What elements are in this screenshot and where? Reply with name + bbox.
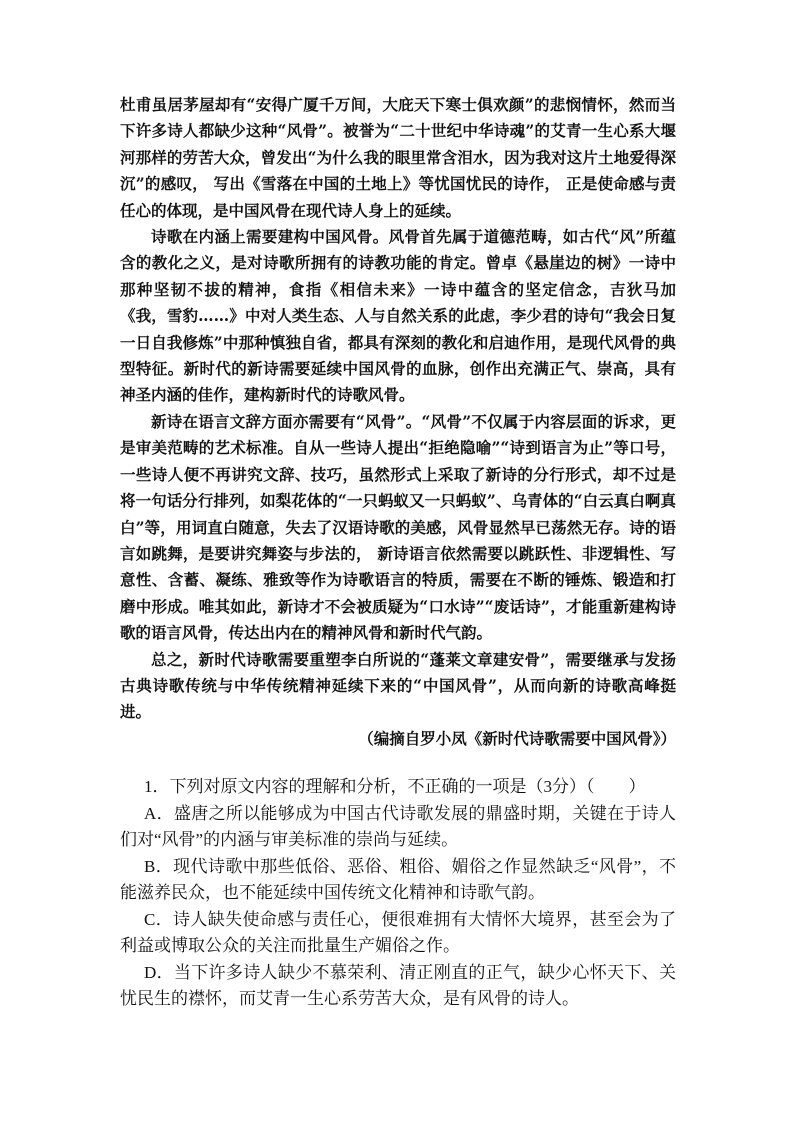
question-1-option-a: A．盛唐之所以能够成为中国古代诗歌发展的鼎盛时期，关键在于诗人们对“风骨”的内涵与审美标准的崇尚与延续。: [120, 803, 676, 849]
question-block: [120, 774, 676, 1013]
passage-paragraph-3: 新诗在语言文辞方面亦需要有“风骨”。“风骨”不仅属于内容层面的诉求，更是审美范畴的艺术标准。自从一些诗人提出“拒绝隐喻”“诗到语言为止”等口号，一些诗人便不再讲究文辞、技巧，虽然形式上采取了新诗的分行形式，却不过是将一句话分行排列，如梨花体的“一只蚂蚁又一只蚂蚁”、乌青体的“白云真白啊真白”等，用词直白随意，失去了汉语诗歌的美感，风骨显然早已荡然无存。诗的语言如跳舞，是要讲究舞姿与步法的， 新诗语言依然需要以跳跃性、非逻辑性、写意性、含蓄、凝练、雅致等作为诗歌语言的特质，需要在不断的锤炼、锻造和打磨中形成。唯其如此，新诗才不会被质疑为“口水诗”“废话诗”，才能重新建构诗歌的语言风骨，传达出内在的精神风骨和新时代气韵。: [120, 411, 676, 643]
passage-paragraph-4: 总之，新时代诗歌需要重塑李白所说的“蓬莱文章建安骨”，需要继承与发扬古典诗歌传统与中华传统精神延续下来的“中国风骨”，从而向新的诗歌高峰挺进。: [120, 649, 676, 722]
passage-source: （编摘自罗小凤《新时代诗歌需要中国风骨》）: [358, 728, 676, 748]
question-1-option-d: D．当下许多诗人缺少不慕荣利、清正刚直的正气，缺少心怀天下、关忧民生的襟怀，而艾青一生心系劳苦大众，是有风骨的诗人。: [120, 962, 676, 1008]
question-1-option-b: B．现代诗歌中那些低俗、恶俗、粗俗、媚俗之作显然缺乏“风骨”，不能滋养民众，也不能延续中国传统文化精神和诗歌气韵。: [120, 856, 676, 902]
question-1-stem: 1．下列对原文内容的理解和分析，不正确的一项是（3分）（ ）: [144, 777, 646, 796]
passage-paragraph-2: 诗歌在内涵上需要建构中国风骨。风骨首先属于道德范畴，如古代“风”所蕴含的教化之义，是对诗歌所拥有的诗教功能的肯定。曾卓《悬崖边的树》一诗中那种坚韧不拔的精神，食指《相信未来》一诗中蕴含的坚定信念，吉狄马加《我，雪豹……》中对人类生态、人与自然关系的此虑，李少君的诗句“我会日复一日自我修炼”中那种慎独自省，都具有深刻的教化和启迪作用，是现代风骨的典型特征。新时代的新诗需要延续中国风骨的血脉，创作出充满正气、崇高，具有神圣内涵的佳作，建构新时代的诗歌风骨。: [120, 227, 676, 405]
question-1-option-c: C．诗人缺失使命感与责任心，便很难拥有大情怀大境界，甚至会为了利益或博取公众的关注而批量生产媚俗之作。: [120, 909, 676, 955]
reading-passage: [120, 92, 676, 752]
passage-paragraph-1: 杜甫虽居茅屋却有“安得广厦千万间，大庇天下寒士俱欢颜”的悲悯情怀，然而当下许多诗人都缺少这种“风骨”。被誉为“二十世纪中华诗魂”的艾青一生心系大堰河那样的劳苦大众，曾发出“为什么我的眼里常含泪水，因为我对这片土地爱得深沉”的感叹， 写出《雪落在中国的土地上》等忧国忧民的诗作， 正是使命感与责任心的体现，是中国风骨在现代诗人身上的延续。: [120, 95, 676, 220]
